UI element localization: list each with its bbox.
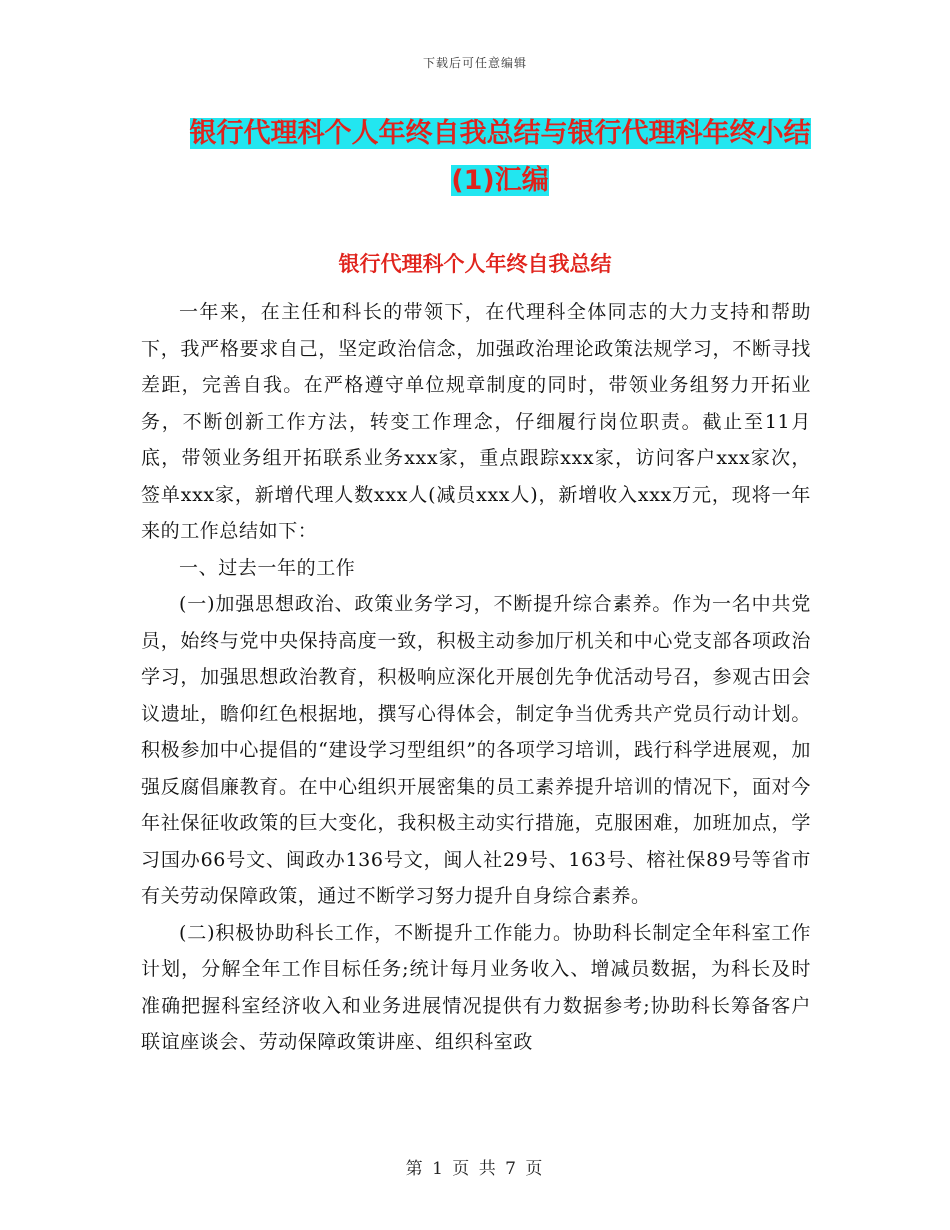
body-text xyxy=(141,294,811,1061)
paragraph-intro: 一年来，在主任和科长的带领下，在代理科全体同志的大力支持和帮助下，我严格要求自己，坚定政治信念，加强政治理论政策法规学习，不断寻找差距，完善自我。在严格遵守单位规章制度的同时，带领业务组努力开拓业务，不断创新工作方法，转变工作理念，仔细履行岗位职责。截止至11月底，带领业务组开拓联系业务xxx家，重点跟踪xxx家，访问客户xxx家次，签单xxx家，新增代理人数xxx人(减员xxx人)，新增收入xxx万元，现将一年来的工作总结如下： xyxy=(141,301,811,542)
document-title-line-1: 银行代理科个人年终自我总结与银行代理科年终小结 xyxy=(189,118,811,149)
paragraph-item-2: (二)积极协助科长工作，不断提升工作能力。协助科长制定全年科室工作计划，分解全年工作目标任务;统计每月业务收入、增减员数据，为科长及时准确把握科室经济收入和业务进展情况提供有力数据参考;协助科长筹备客户联谊座谈会、劳动保障政策讲座、组织科室政 xyxy=(141,921,811,1053)
section-title: 银行代理科个人年终自我总结 xyxy=(338,252,612,276)
page-header: 下载后可任意编辑 xyxy=(422,56,527,70)
paragraph-heading-past-year: 一、过去一年的工作 xyxy=(179,556,356,579)
document-title-line-2: (1)汇编 xyxy=(451,165,549,196)
document-title xyxy=(140,110,860,204)
page-footer: 第 1 页 共 7 页 xyxy=(405,1159,545,1179)
paragraph-item-1: (一)加强思想政治、政策业务学习，不断提升综合素养。作为一名中共党员，始终与党中央保持高度一致，积极主动参加厅机关和中心党支部各项政治学习，加强思想政治教育，积极响应深化开展创先争优活动号召，参观古田会议遗址，瞻仰红色根据地，撰写心得体会，制定争当优秀共产党员行动计划。积极参加中心提倡的“建设学习型组织”的各项学习培训，践行科学进展观，加强反腐倡廉教育。在中心组织开展密集的员工素养提升培训的情况下，面对今年社保征收政策的巨大变化，我积极主动实行措施，克服困难，加班加点，学习国办66号文、闽政办136号文，闽人社29号、163号、榕社保89号等省市有关劳动保障政策，通过不断学习努力提升自身综合素养。 xyxy=(141,593,811,907)
